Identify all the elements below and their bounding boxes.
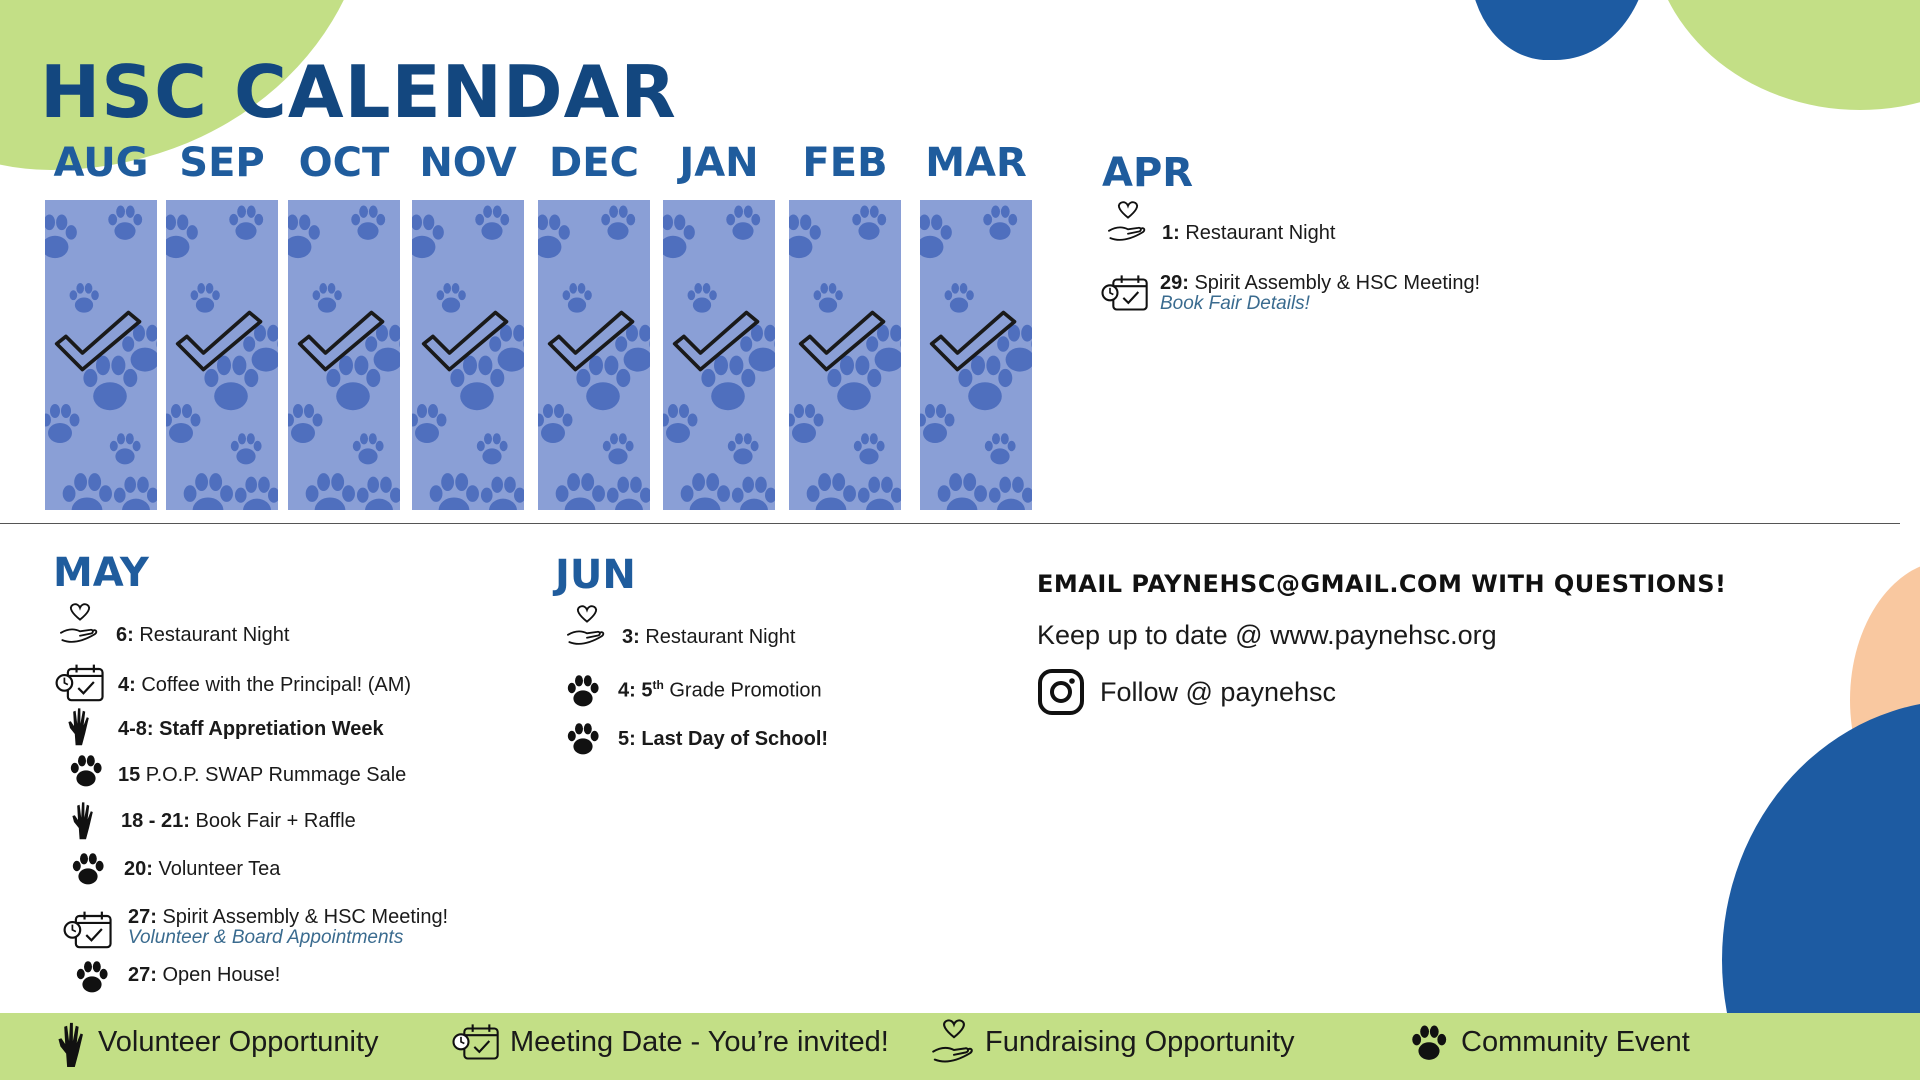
fundraising-icon [54,602,106,651]
paw-pattern-icon [789,210,827,266]
meeting-icon [62,907,114,956]
paw-pattern-icon [920,400,960,450]
event-item [1160,272,1480,315]
event-date: 3: [622,626,640,648]
event-subtext-link[interactable]: Book Fair Details! [1160,293,1310,314]
event-text: Spirit Assembly & HSC Meeting! [1188,272,1481,294]
paw-pattern-icon [721,202,765,246]
paw-pattern-icon [412,400,452,450]
fundraising-icon [1103,200,1153,249]
legend-label: Fundraising Opportunity [985,1026,1295,1058]
month-label-aug: AUG [53,140,149,186]
checkmark-icon [671,308,763,374]
paw-pattern-icon [980,430,1020,470]
volunteer-hand-icon [70,800,94,845]
event-item: 4: 5th Grade Promotion [618,678,822,702]
event-text: Restaurant Night [639,626,796,648]
event-item [118,674,411,697]
paw-pattern-icon [288,400,328,450]
paw-pattern-icon [789,400,829,450]
event-item [622,626,795,649]
fundraising-icon [562,604,612,653]
event-date: 15 [118,764,141,786]
contact-website[interactable]: Keep up to date @ www.paynehsc.org [1037,620,1497,650]
volunteer-hand-icon [55,1020,85,1073]
checkmark-icon [928,308,1020,374]
event-text: Book Fair + Raffle [189,810,356,832]
checkmark-icon [420,308,512,374]
event-subtext-link[interactable]: Volunteer & Board Appointments [128,927,404,948]
event-date: 27: [128,964,157,986]
paw-pattern-icon [982,472,1032,510]
paw-pattern-icon [663,210,701,266]
community-paw-icon [563,720,603,765]
paw-pattern-icon [45,400,85,450]
contact-instagram[interactable]: Follow @ paynehsc [1100,677,1337,707]
instagram-icon[interactable] [1037,668,1085,721]
event-date: 20: [124,858,153,880]
paw-pattern-icon [978,202,1022,246]
event-text: Coffee with the Principal! (AM) [135,674,412,696]
event-item [1162,222,1335,245]
month-label-feb: FEB [802,140,888,186]
event-date: 4: [118,674,136,696]
paw-pattern-icon [346,202,390,246]
decor-blob-blue [1470,0,1650,60]
checkmark-icon [296,308,388,374]
event-date: 27: [128,906,157,928]
event-item [618,728,828,751]
paw-pattern-icon [723,430,763,470]
event-item [128,964,280,987]
volunteer-hand-icon [66,706,90,751]
paw-pattern-icon [45,210,83,266]
paw-pattern-icon [166,400,206,450]
paw-pattern-icon [538,210,576,266]
event-item [118,764,406,787]
paw-pattern-icon [596,202,640,246]
legend-label: Community Event [1461,1026,1690,1058]
event-text: Staff Appretiation Week [153,718,384,740]
paw-pattern-icon [849,430,889,470]
event-text: Grade Promotion [663,679,822,702]
paw-pattern-icon [474,472,524,510]
month-column-jan [663,200,775,510]
month-label-may: MAY [53,550,149,596]
event-date: 29: [1160,272,1189,294]
event-date: 1: [1162,222,1180,244]
paw-pattern-icon [472,430,512,470]
paw-pattern-icon [105,430,145,470]
month-column-mar [920,200,1032,510]
section-divider [0,523,1900,524]
paw-pattern-icon [348,430,388,470]
event-item [121,810,356,833]
paw-pattern-icon [350,472,400,510]
paw-pattern-icon [598,430,638,470]
month-column-oct [288,200,400,510]
checkmark-icon [53,308,145,374]
paw-pattern-icon [851,472,901,510]
month-label-oct: OCT [298,140,390,186]
paw-pattern-icon [103,202,147,246]
paw-pattern-icon [224,202,268,246]
community-paw-icon [68,850,108,895]
month-column-aug [45,200,157,510]
paw-pattern-icon [725,472,775,510]
meeting-icon [1100,270,1150,319]
month-label-mar: MAR [925,140,1027,186]
event-text: P.O.P. SWAP Rummage Sale [140,764,407,786]
event-text: Restaurant Night [1179,222,1336,244]
paw-pattern-icon [228,472,278,510]
paw-pattern-icon [847,202,891,246]
community-paw-icon [563,672,603,717]
paw-pattern-icon [226,430,266,470]
paw-pattern-icon [538,400,578,450]
event-text: Open House! [156,964,281,986]
event-text: Spirit Assembly & HSC Meeting! [156,906,449,928]
paw-pattern-icon [663,400,703,450]
event-date: 4-8: [118,718,154,740]
event-date: 6: [116,624,134,646]
month-label-sep: SEP [179,140,265,186]
event-item [128,906,448,949]
event-date: 18 - 21: [121,810,190,832]
fundraising-icon [930,1018,978,1071]
event-text: Restaurant Night [133,624,290,646]
month-column-feb [789,200,901,510]
meeting-icon [54,660,106,709]
paw-pattern-icon [107,472,157,510]
month-label-jun: JUN [555,552,636,598]
event-text: Volunteer Tea [152,858,281,880]
paw-pattern-icon [288,210,326,266]
checkmark-icon [174,308,266,374]
legend-label: Meeting Date - You’re invited! [510,1026,889,1058]
event-item [116,624,289,647]
event-date: 5: Last Day of School! [618,728,829,750]
decor-blob-green [1650,0,1920,110]
paw-pattern-icon [166,210,204,266]
month-column-sep [166,200,278,510]
month-label-dec: DEC [549,140,639,186]
paw-pattern-icon [412,210,450,266]
month-label-jan: JAN [679,140,759,186]
checkmark-icon [546,308,638,374]
community-paw-icon [72,958,112,1003]
month-label-nov: NOV [419,140,517,186]
paw-pattern-icon [470,202,514,246]
community-paw-icon [1407,1022,1451,1071]
paw-pattern-icon [920,210,958,266]
legend-label: Volunteer Opportunity [98,1026,379,1058]
checkmark-icon [797,308,889,374]
event-item [118,718,384,741]
meeting-icon [451,1020,501,1067]
contact-email[interactable]: EMAIL PAYNEHSC@GMAIL.COM WITH QUESTIONS! [1037,570,1727,598]
month-label-apr: APR [1102,150,1194,196]
month-column-dec [538,200,650,510]
month-column-nov [412,200,524,510]
event-date: 4: 5 [618,679,653,702]
page-title: HSC CALENDAR [40,50,677,134]
community-paw-icon [66,752,106,797]
event-item [124,858,280,881]
paw-pattern-icon [600,472,650,510]
